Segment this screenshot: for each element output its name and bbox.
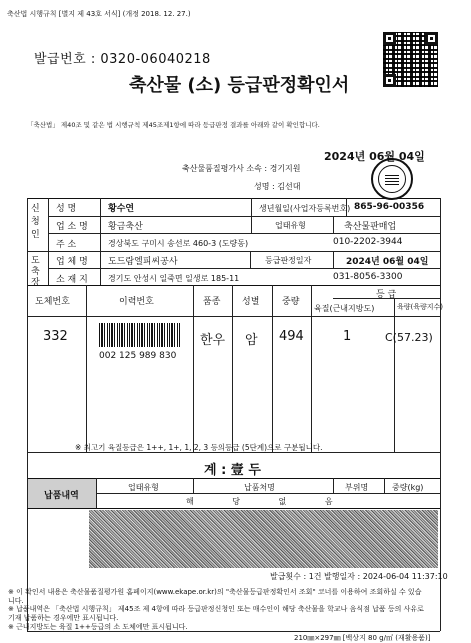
delivery-label: 납품내역 <box>44 491 79 501</box>
issuer-org: 축산물품질평가사 소속 : 경기지원 <box>182 164 301 173</box>
trace-no-header: 이력번호 <box>119 297 154 307</box>
total-head-count: 계 : 壹 두 <box>204 463 261 478</box>
business-type: 축산물판매업 <box>344 222 397 232</box>
applicant-address: 경상북도 구미시 송선로 460-3 (도량동) <box>108 239 249 248</box>
address-label: 주 소 <box>56 240 77 250</box>
issue-count-line: 발급횟수 : 1건 발행일자 : 2024-06-04 11:37:10 <box>270 572 448 581</box>
breed-value: 한우 <box>200 333 226 348</box>
business-name-label: 업 소 명 <box>56 222 88 232</box>
applicant-name-label: 성 명 <box>56 204 77 214</box>
paper-size: 210㎜×297㎜ [백상지 80 g/㎡ (재활용품)] <box>294 634 431 642</box>
trace-barcode <box>99 323 180 347</box>
delivery-biztype-header: 업태유형 <box>128 483 159 492</box>
yield-grade: C(57.23) <box>385 331 433 344</box>
quality-header: 육질(근내지방도) <box>314 304 375 313</box>
delivery-weight-header: 중량(kg) <box>392 483 424 492</box>
delivery-part-header: 부위명 <box>345 483 369 492</box>
carcass-number: 332 <box>43 329 68 344</box>
slaughterhouse-address: 경기도 안성시 일죽면 일생로 185-11 <box>108 274 240 283</box>
form-reference: 축산법 시행규칙 [별지 제 43호 서식] (개정 2018. 12. 27.) <box>7 10 191 18</box>
quality-grade: 1 <box>343 329 352 344</box>
grade-note: ※ 최고기 육질등급은 1++, 1+, 1, 2, 3 등의등급 (5단계)으로 구분됩니다. <box>75 443 323 452</box>
company-name-label: 업 체 명 <box>56 257 88 267</box>
slaughterhouse-section-label: 도축장 <box>31 256 40 288</box>
delivery-dest-header: 납품처명 <box>244 483 275 492</box>
birth-label: 생년월일(사업자등록번호) <box>259 204 351 213</box>
grade-header: 등 급 <box>376 290 397 300</box>
issue-date: 2024년 06월 04일 <box>324 150 425 163</box>
location-label: 소 재 지 <box>56 275 88 285</box>
breed-header: 품종 <box>203 297 221 307</box>
grading-date-label: 등급판정일자 <box>265 256 312 265</box>
issuer-name: 성명 : 김선대 <box>254 182 301 191</box>
yield-header: 육량(육량지수) <box>397 303 444 311</box>
weight-value: 494 <box>279 329 304 344</box>
applicant-phone: 010-2202-3944 <box>333 237 403 247</box>
official-seal <box>371 158 413 200</box>
carcass-no-header: 도체번호 <box>35 297 70 307</box>
grading-date: 2024년 06월 04일 <box>346 257 429 267</box>
delivery-empty-note: 해 당 없 음 <box>186 497 351 506</box>
trace-number: 002 125 989 830 <box>99 351 177 361</box>
slaughterhouse-phone: 031-8056-3300 <box>333 272 403 282</box>
issue-number: 발급번호 : 0320-06040218 <box>34 52 211 67</box>
weight-header: 중량 <box>282 297 300 307</box>
footer-note-3: ※ 근내지방도는 육질 1++등급의 소 도체에만 표시됩니다. <box>8 623 188 631</box>
qr-code <box>383 32 438 87</box>
sex-header: 성별 <box>242 297 260 307</box>
slaughterhouse-name: 도드람엘피씨공사 <box>108 257 178 267</box>
sex-value: 암 <box>245 333 258 348</box>
intro-text: 「축산법」 제40조 및 같은 법 시행규칙 제45조제1항에 따라 등급판정 결과를 아래와 같이 확인합니다. <box>27 121 320 129</box>
security-pattern <box>89 510 438 568</box>
applicant-section-label: 신청인 <box>31 204 40 240</box>
footer-note-2: ※ 납품내역은 「축산법 시행규칙」 제45조 제 4항에 따라 등급판정신청인 또는 매수인이 해당 축산물을 학교나 음식점 납품 등의 사유로 기재 납품하는 경우에만 표시됩니다. <box>8 605 424 622</box>
business-name: 황금축산 <box>108 222 143 232</box>
document-title: 축산물 (소) 등급판정확인서 <box>129 75 350 96</box>
business-reg-number: 865-96-00356 <box>354 202 425 212</box>
applicant-name: 황수연 <box>108 204 135 214</box>
biztype-label: 업태유형 <box>275 221 306 230</box>
footer-note-1: ※ 이 확인서 내용은 축산물품질평가원 홈페이지(www.ekape.or.kr)의 "축산물등급판정확인서 조회" 코너를 이용하여 조회하실 수 있습니다. <box>8 588 422 605</box>
